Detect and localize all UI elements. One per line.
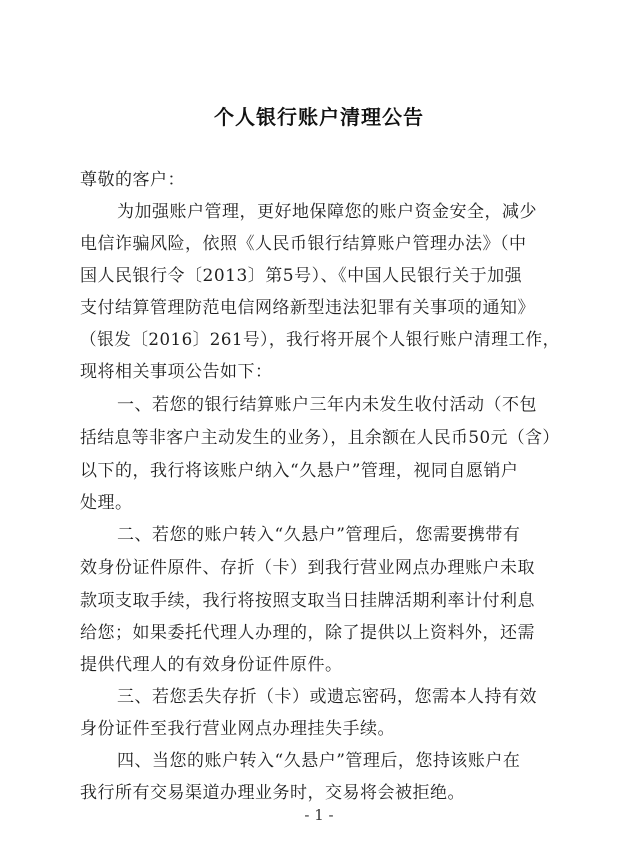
intro-line-3: 国人民银行令〔2013〕第5号）、《中国人民银行关于加强 [80, 266, 523, 286]
intro-line-4: 支付结算管理防范电信网络新型违法犯罪有关事项的通知》 [80, 298, 535, 318]
greeting: 尊敬的客户： [80, 170, 185, 190]
item2-line-4: 给您；如果委托代理人办理的，除了提供以上资料外，还需 [80, 623, 535, 643]
item1-line-3: 以下的，我行将该账户纳入“久悬户”管理，视同自愿销户 [80, 461, 519, 481]
item4-line-2: 我行所有交易渠道办理业务时，交易将会被拒绝。 [80, 783, 465, 803]
item3-line-2: 身份证件至我行营业网点办理挂失手续。 [80, 719, 395, 739]
item3-line-1: 三、若您丢失存折（卡）或遗忘密码，您需本人持有效 [117, 687, 537, 707]
item2-line-2: 效身份证件原件、存折（卡）到我行营业网点办理账户未取 [80, 558, 535, 578]
item1-line-2: 括结息等非客户主动发生的业务），且余额在人民币50元（含） [80, 428, 560, 448]
item1-line-1: 一、若您的银行结算账户三年内未发生收付活动（不包 [117, 395, 537, 415]
intro-line-2: 电信诈骗风险，依照《人民币银行结算账户管理办法》（中 [80, 234, 527, 254]
item4-line-1: 四、当您的账户转入“久悬户”管理后，您持该账户在 [117, 751, 521, 771]
intro-line-1: 为加强账户管理，更好地保障您的账户资金安全，减少 [117, 202, 537, 222]
item2-line-1: 二、若您的账户转入“久悬户”管理后，您需要携带有 [117, 525, 521, 545]
page-number: - 1 - [304, 806, 334, 824]
item2-line-5: 提供代理人的有效身份证件原件。 [80, 655, 343, 675]
intro-line-5: （银发〔2016〕261号），我行将开展个人银行账户清理工作， [80, 330, 560, 350]
item1-line-4: 处理。 [80, 493, 133, 513]
intro-line-6: 现将相关事项公告如下： [80, 362, 273, 382]
item2-line-3: 款项支取手续，我行将按照支取当日挂牌活期利率计付利息 [80, 591, 535, 611]
document-title: 个人银行账户清理公告 [214, 105, 424, 129]
